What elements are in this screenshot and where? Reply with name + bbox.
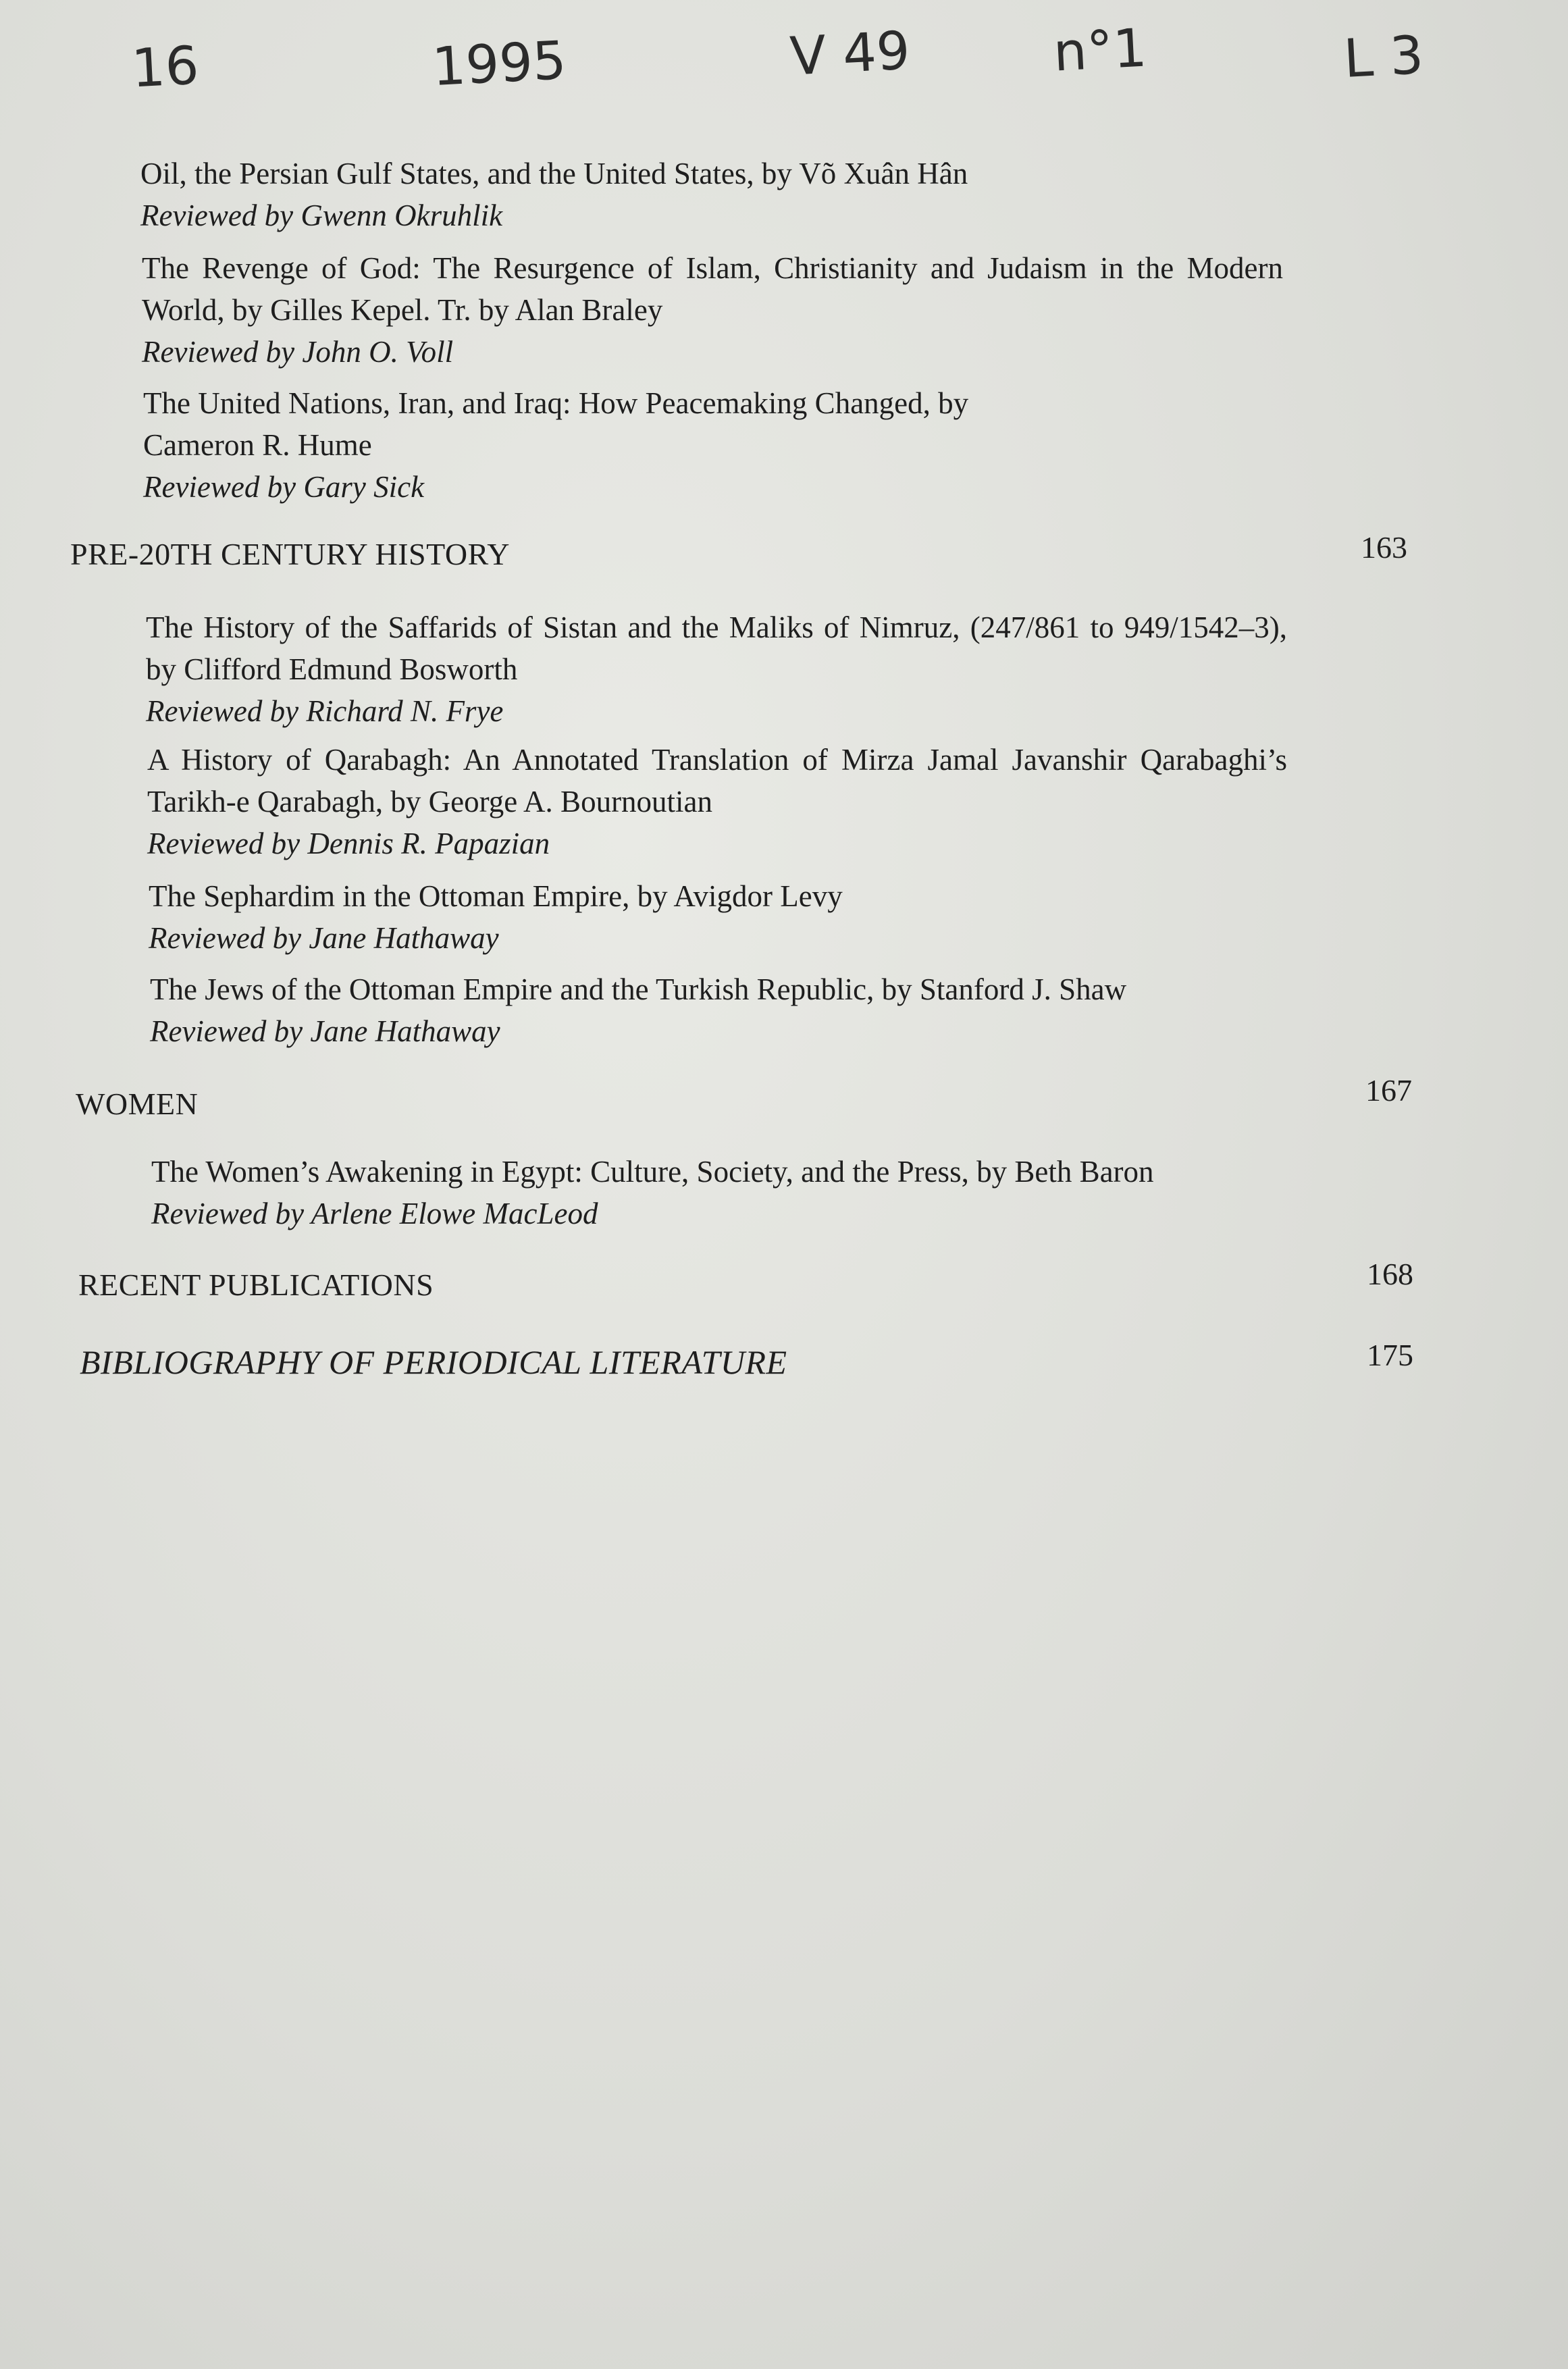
toc-entry <box>143 382 1075 508</box>
toc-entry <box>140 153 1288 236</box>
page-number: 163 <box>1361 530 1407 565</box>
entry-reviewer: Reviewed by Jane Hathaway <box>149 921 499 955</box>
page-number: 167 <box>1365 1073 1412 1108</box>
entry-reviewer: Reviewed by Gwenn Okruhlik <box>140 199 503 232</box>
toc-entry <box>150 968 1298 1052</box>
page-number: 175 <box>1367 1338 1413 1372</box>
entry-title: The Women’s Awakening in Egypt: Culture, Society, and the Press, by Beth Baron <box>151 1155 1154 1189</box>
handwritten-mark-2: 1995 <box>430 30 568 99</box>
entry-reviewer: Reviewed by Gary Sick <box>143 470 425 504</box>
section-heading: WOMEN <box>76 1087 199 1121</box>
toc-entry <box>149 875 1290 959</box>
toc-entry <box>142 247 1283 373</box>
section-heading: BIBLIOGRAPHY OF PERIODICAL LITERATURE <box>80 1343 787 1381</box>
entry-title: A History of Qarabagh: An Annotated Translation of Mirza Jamal Javanshir Qarabaghi’s Tarikh-e Qarabagh, by George A. Bournoutian <box>147 743 1287 818</box>
handwritten-mark-4: n°1 <box>1051 18 1149 84</box>
entry-title: The Sephardim in the Ottoman Empire, by Avigdor Levy <box>149 879 843 913</box>
handwritten-mark-5: L 3 <box>1342 24 1426 90</box>
entry-title: The United Nations, Iran, and Iraq: How Peacemaking Changed, by Cameron R. Hume <box>143 386 969 462</box>
section-heading: PRE-20TH CENTURY HISTORY <box>70 537 510 571</box>
entry-reviewer: Reviewed by Jane Hathaway <box>150 1014 500 1048</box>
entry-reviewer: Reviewed by Richard N. Frye <box>146 694 504 728</box>
entry-reviewer: Reviewed by John O. Voll <box>142 335 454 369</box>
handwritten-mark-3: V 49 <box>788 20 912 88</box>
toc-entry <box>146 606 1287 732</box>
entry-reviewer: Reviewed by Dennis R. Papazian <box>147 827 550 860</box>
entry-title: Oil, the Persian Gulf States, and the United States, by Võ Xuân Hân <box>140 157 968 190</box>
page-number: 168 <box>1367 1257 1413 1291</box>
toc-entry <box>151 1151 1299 1234</box>
entry-title: The Jews of the Ottoman Empire and the Turkish Republic, by Stanford J. Shaw <box>150 972 1127 1006</box>
section-heading: RECENT PUBLICATIONS <box>78 1268 434 1302</box>
entry-title: The History of the Saffarids of Sistan and the Maliks of Nimruz, (247/861 to 949/1542–3), by Clifford Edmund Bosworth <box>146 610 1287 686</box>
entry-reviewer: Reviewed by Arlene Elowe MacLeod <box>151 1197 598 1230</box>
toc-entry <box>147 739 1287 864</box>
entry-title: The Revenge of God: The Resurgence of Islam, Christianity and Judaism in the Modern World, by Gilles Kepel. Tr. by Alan Braley <box>142 251 1283 327</box>
handwritten-mark-1: 16 <box>130 35 201 100</box>
